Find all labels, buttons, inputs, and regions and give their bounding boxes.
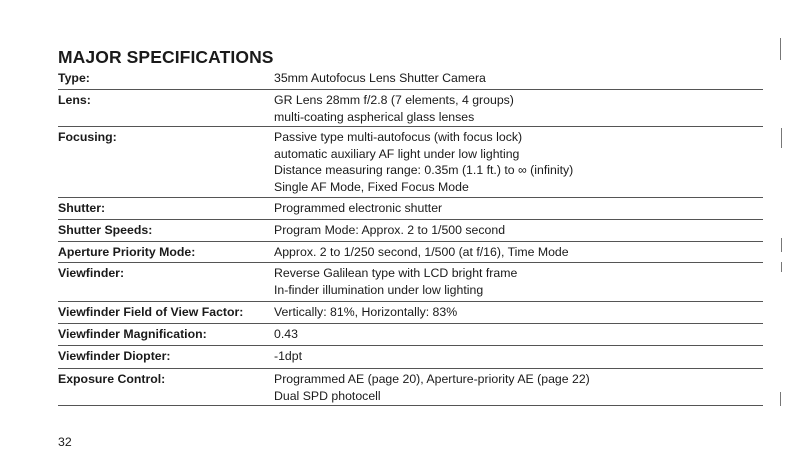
spec-value-line: Dual SPD photocell xyxy=(274,388,381,403)
spec-row xyxy=(58,371,763,406)
spec-value-line: Passive type multi-autofocus (with focus lock) xyxy=(274,130,523,144)
spec-row xyxy=(58,70,763,90)
edge-mark xyxy=(780,392,781,406)
spec-label: Viewfinder Field of View Factor: xyxy=(58,305,244,319)
spec-value-line: Vertically: 81%, Horizontally: 83% xyxy=(274,305,458,319)
spec-label: Exposure Control: xyxy=(58,372,166,386)
spec-value xyxy=(274,348,302,365)
spec-value-line: Programmed AE (page 20), Aperture-priority AE (page 22) xyxy=(274,372,590,386)
edge-mark xyxy=(780,38,781,60)
spec-row xyxy=(58,244,763,263)
spec-value xyxy=(274,129,573,195)
spec-label: Shutter: xyxy=(58,201,106,215)
spec-value-line: multi-coating aspherical glass lenses xyxy=(274,109,475,124)
spec-value xyxy=(274,371,590,404)
spec-value-line: Single AF Mode, Fixed Focus Mode xyxy=(274,179,469,194)
spec-row xyxy=(58,129,763,198)
spec-row xyxy=(58,265,763,302)
spec-value xyxy=(274,222,505,239)
spec-row xyxy=(58,92,763,127)
page-title: MAJOR SPECIFICATIONS xyxy=(58,47,274,67)
spec-label: Shutter Speeds: xyxy=(58,223,153,237)
spec-value xyxy=(274,70,486,87)
spec-value-line: -1dpt xyxy=(274,349,303,363)
edge-mark xyxy=(781,262,782,272)
spec-row xyxy=(58,222,763,242)
spec-value-line: Reverse Galilean type with LCD bright frame xyxy=(274,266,518,280)
edge-mark xyxy=(781,238,782,252)
spec-label: Viewfinder Magnification: xyxy=(58,327,207,341)
spec-value-line: automatic auxiliary AF light under low lighting xyxy=(274,146,520,161)
spec-value-line: Approx. 2 to 1/250 second, 1/500 (at f/16), Time Mode xyxy=(274,245,569,259)
spec-value xyxy=(274,265,517,298)
spec-value-line: Programmed electronic shutter xyxy=(274,201,443,215)
spec-value xyxy=(274,244,569,261)
edge-mark xyxy=(781,128,782,148)
spec-value-line: In-finder illumination under low lighting xyxy=(274,282,484,297)
spec-label: Lens: xyxy=(58,93,91,107)
spec-row xyxy=(58,326,763,346)
spec-label: Viewfinder: xyxy=(58,266,125,280)
spec-value xyxy=(274,326,298,343)
spec-value-line: Program Mode: Approx. 2 to 1/500 second xyxy=(274,223,506,237)
spec-label: Focusing: xyxy=(58,130,117,144)
spec-value xyxy=(274,200,442,217)
spec-row xyxy=(58,304,763,324)
spec-label: Aperture Priority Mode: xyxy=(58,245,196,259)
spec-label: Type: xyxy=(58,71,90,85)
spec-row xyxy=(58,348,763,369)
spec-value xyxy=(274,92,514,125)
spec-value-line: Distance measuring range: 0.35m (1.1 ft.) to ∞ (infinity) xyxy=(274,163,574,177)
spec-value-line: 35mm Autofocus Lens Shutter Camera xyxy=(274,71,486,85)
spec-row xyxy=(58,200,763,220)
spec-label: Viewfinder Diopter: xyxy=(58,349,171,363)
spec-value xyxy=(274,304,457,321)
spec-value-line: 0.43 xyxy=(274,327,298,341)
spec-value-line: GR Lens 28mm f/2.8 (7 elements, 4 groups) xyxy=(274,93,514,107)
page-number: 32 xyxy=(58,435,72,449)
